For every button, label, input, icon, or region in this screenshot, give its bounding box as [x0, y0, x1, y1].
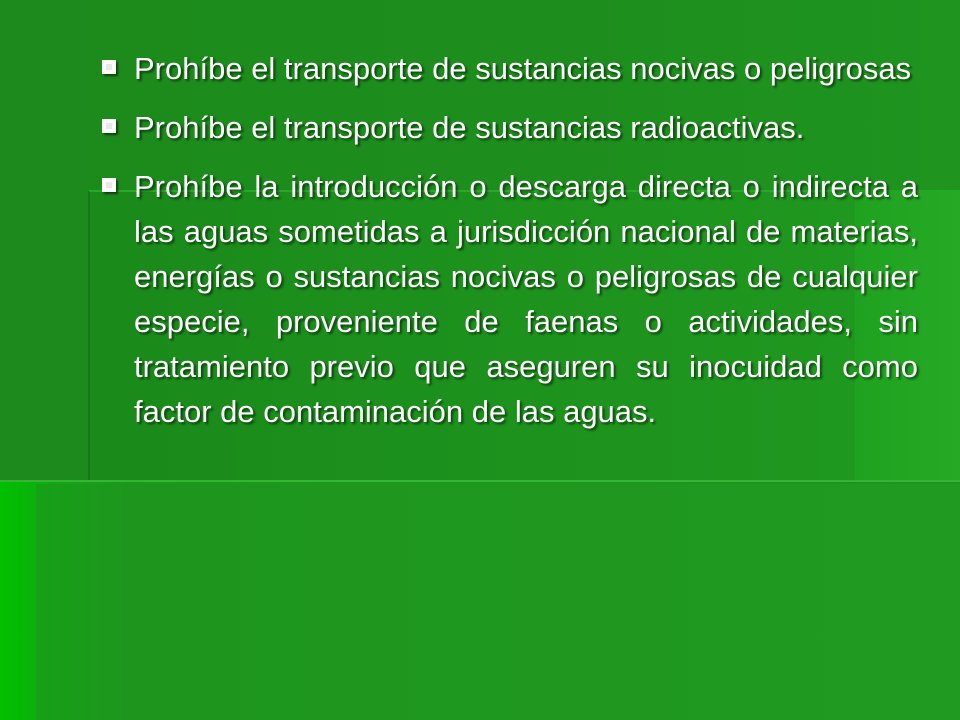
- bullet-item: [98, 46, 918, 91]
- square-bullet-icon: [102, 178, 116, 192]
- bullet-text: Prohíbe la introducción o descarga directa o indirecta a las aguas sometidas a jurisdicción nacional de materias, energías o sustancias nocivas o peligrosas de cualquier especie, proveniente de faenas o actividades, sin tratamiento previo que aseguren su inocuidad como factor de contaminación de las aguas.: [134, 169, 918, 429]
- bullet-text: Prohíbe el transporte de sustancias radioactivas.: [134, 110, 805, 145]
- background-panel: [36, 484, 960, 720]
- bullet-item: [98, 164, 918, 434]
- square-bullet-icon: [102, 119, 116, 133]
- square-bullet-icon: [102, 60, 116, 74]
- bullet-list: [98, 46, 918, 448]
- bullet-text: Prohíbe el transporte de sustancias nocivas o peligrosas: [134, 51, 912, 86]
- bullet-item: [98, 105, 918, 150]
